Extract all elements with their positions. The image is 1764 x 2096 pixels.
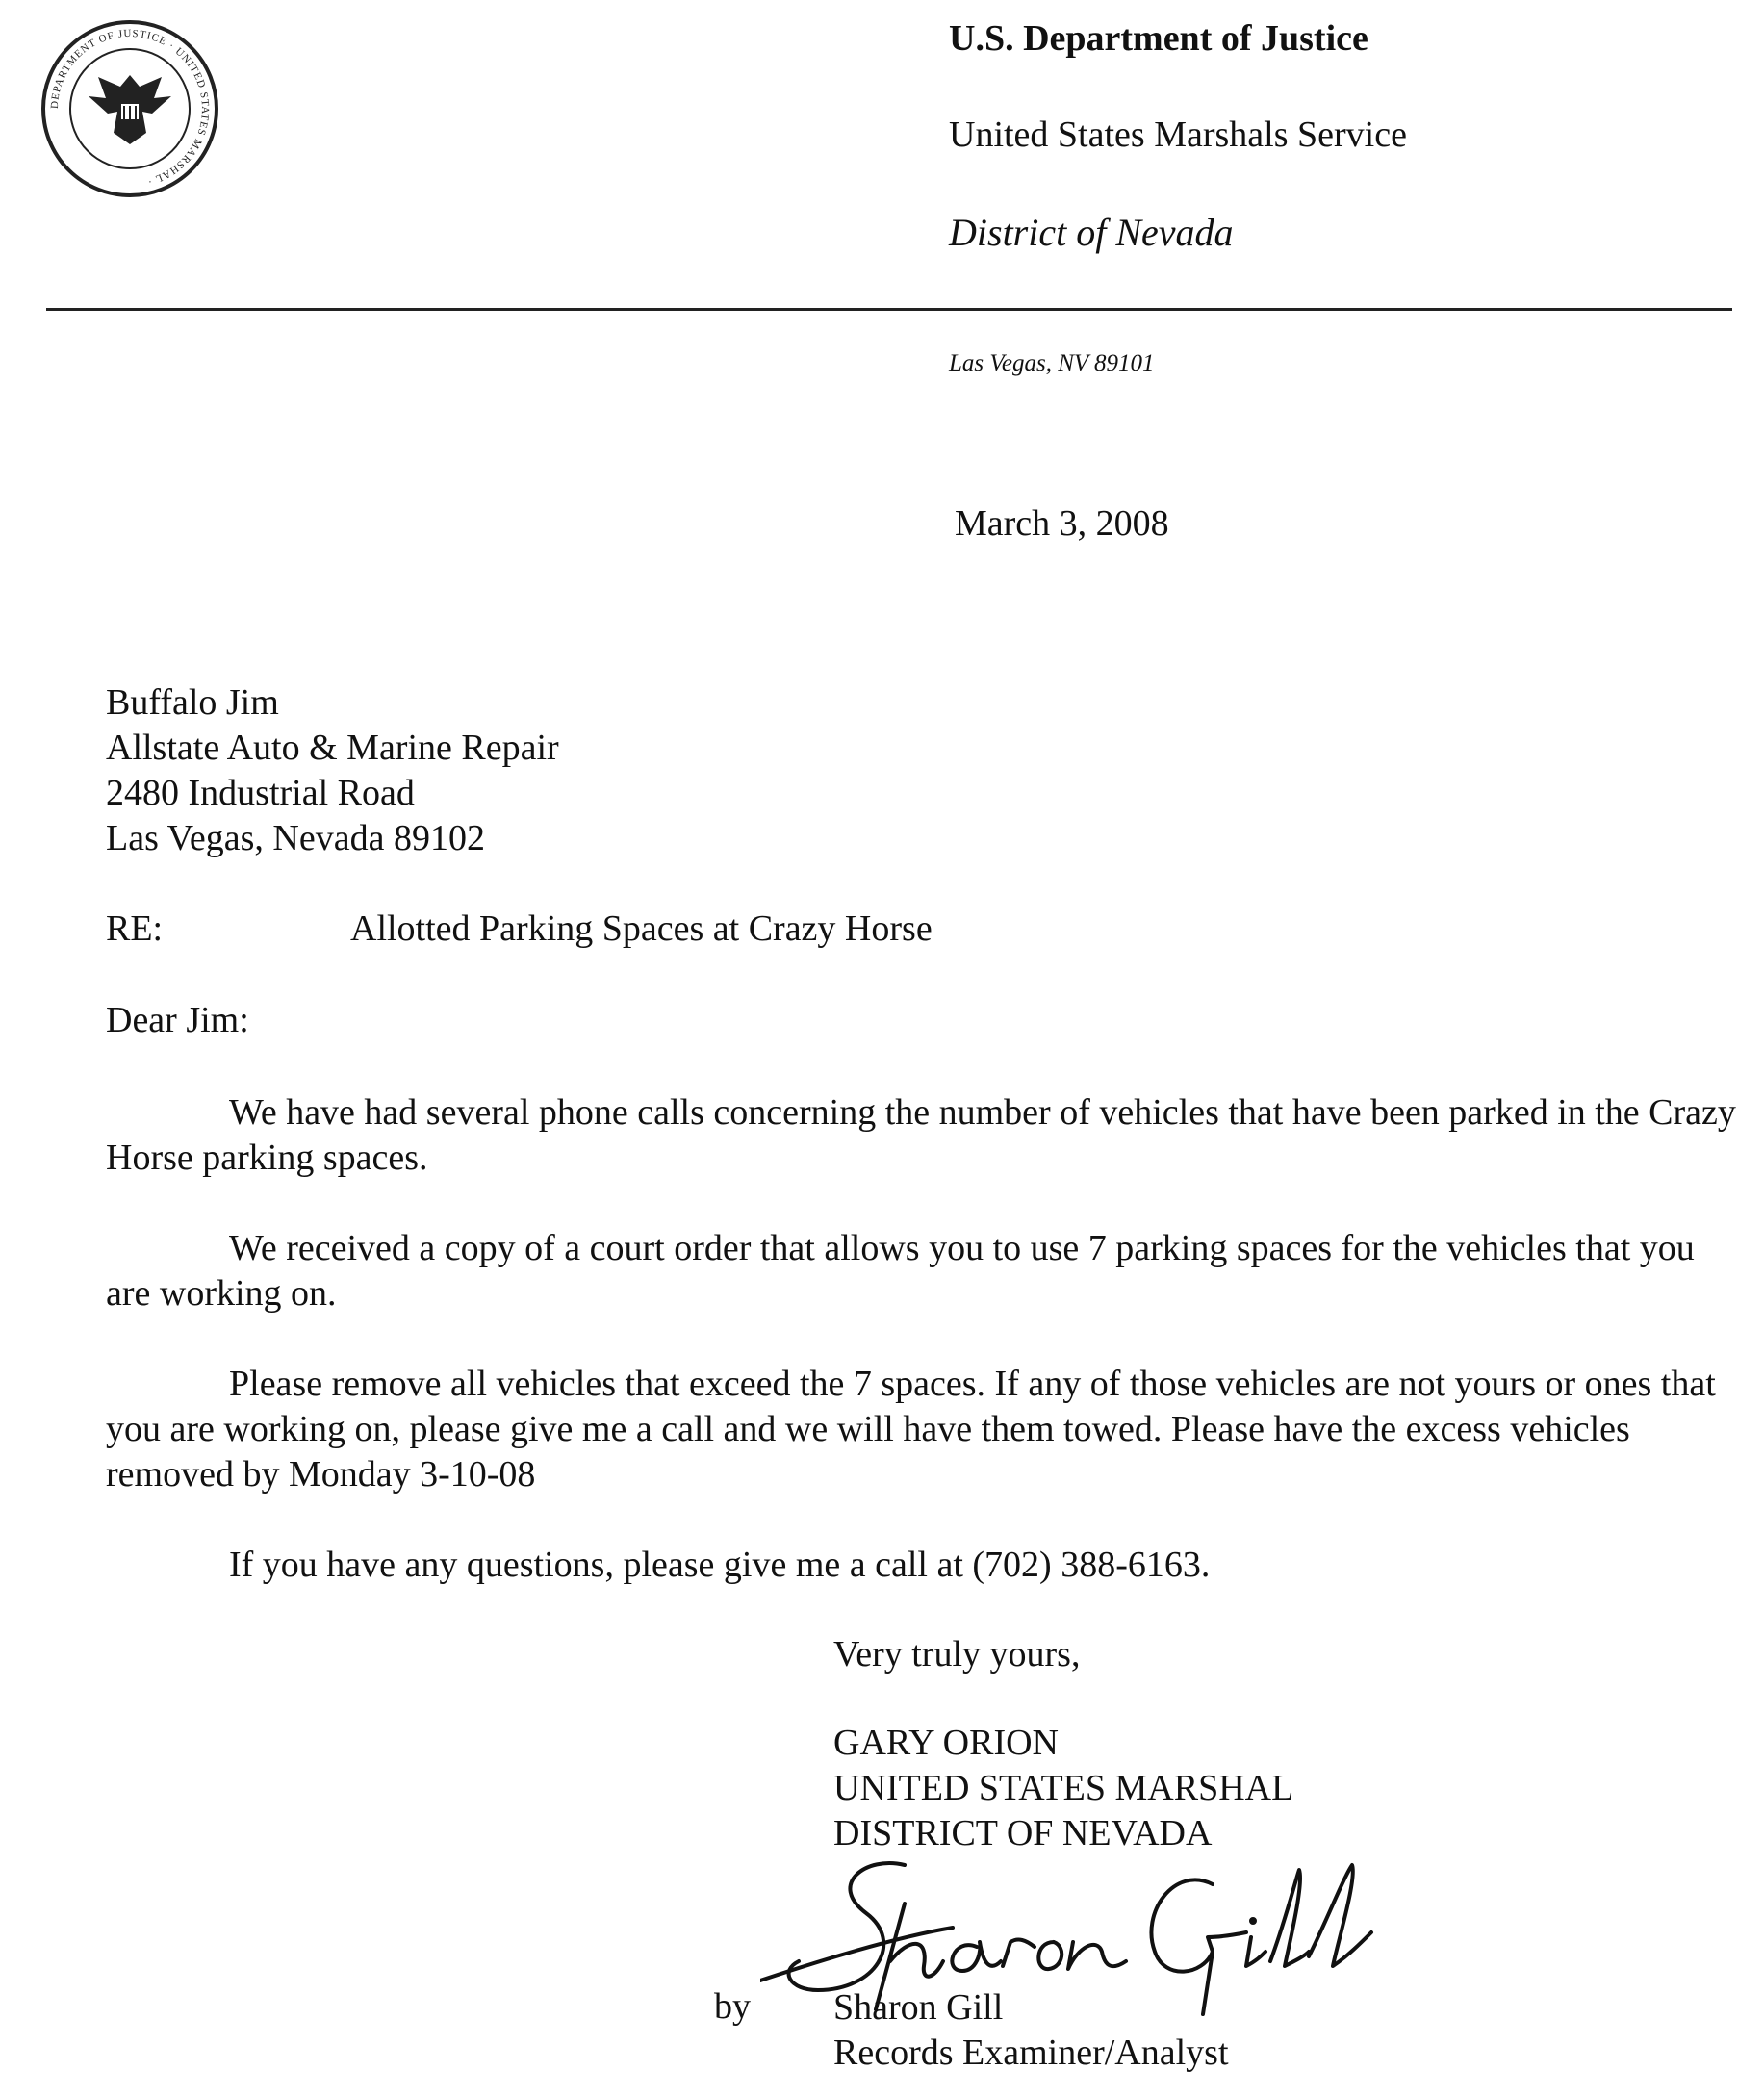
closing: Very truly yours,	[833, 1634, 1081, 1674]
letterhead-district: District of Nevada	[949, 211, 1234, 254]
by-label: by	[714, 1986, 751, 2027]
doj-seal-logo	[38, 17, 221, 200]
recipient-name: Buffalo Jim	[106, 682, 279, 723]
body-paragraph-4: If you have any questions, please give me a call at (702) 388-6163.	[229, 1545, 1211, 1585]
body-paragraph-3: Please remove all vehicles that exceed the 7 spaces. If any of those vehicles are not yours or ones that you are working on, please give me a call and we will have them towed. Please have the excess vehicles removed by Monday 3-10-08	[106, 1364, 1716, 1495]
signer-name: Sharon Gill	[833, 1987, 1004, 2028]
recipient-city: Las Vegas, Nevada 89102	[106, 818, 485, 858]
letterhead-agency: U.S. Department of Justice	[949, 18, 1368, 59]
svg-text:DEPARTMENT OF JUSTICE · UNITED: DEPARTMENT OF JUSTICE · UNITED STATES MARSHAL ·	[48, 27, 212, 188]
eagle-icon	[89, 75, 171, 144]
signer-title: Records Examiner/Analyst	[833, 2032, 1229, 2073]
recipient-company: Allstate Auto & Marine Repair	[106, 728, 559, 768]
marshal-district: DISTRICT OF NEVADA	[833, 1813, 1213, 1853]
re-label: RE:	[106, 908, 164, 949]
recipient-street: 2480 Industrial Road	[106, 773, 415, 813]
re-subject: Allotted Parking Spaces at Crazy Horse	[350, 908, 933, 949]
marshal-title: UNITED STATES MARSHAL	[833, 1768, 1294, 1808]
body-paragraph-2: We received a copy of a court order that allows you to use 7 parking spaces for the vehicles that you are working on.	[106, 1228, 1695, 1314]
salutation: Dear Jim:	[106, 1000, 249, 1040]
signer-block	[833, 1985, 1229, 2076]
letterhead-divider	[46, 308, 1732, 311]
letterhead-city: Las Vegas, NV 89101	[949, 350, 1155, 376]
letterhead-service: United States Marshals Service	[949, 115, 1407, 155]
recipient-address	[106, 680, 559, 861]
marshal-name: GARY ORION	[833, 1723, 1059, 1763]
body-paragraph-1: We have had several phone calls concerning the number of vehicles that have been parked in the Crazy Horse parking spaces.	[106, 1092, 1736, 1178]
signature-block	[833, 1721, 1293, 1856]
letter-date: March 3, 2008	[955, 503, 1169, 544]
